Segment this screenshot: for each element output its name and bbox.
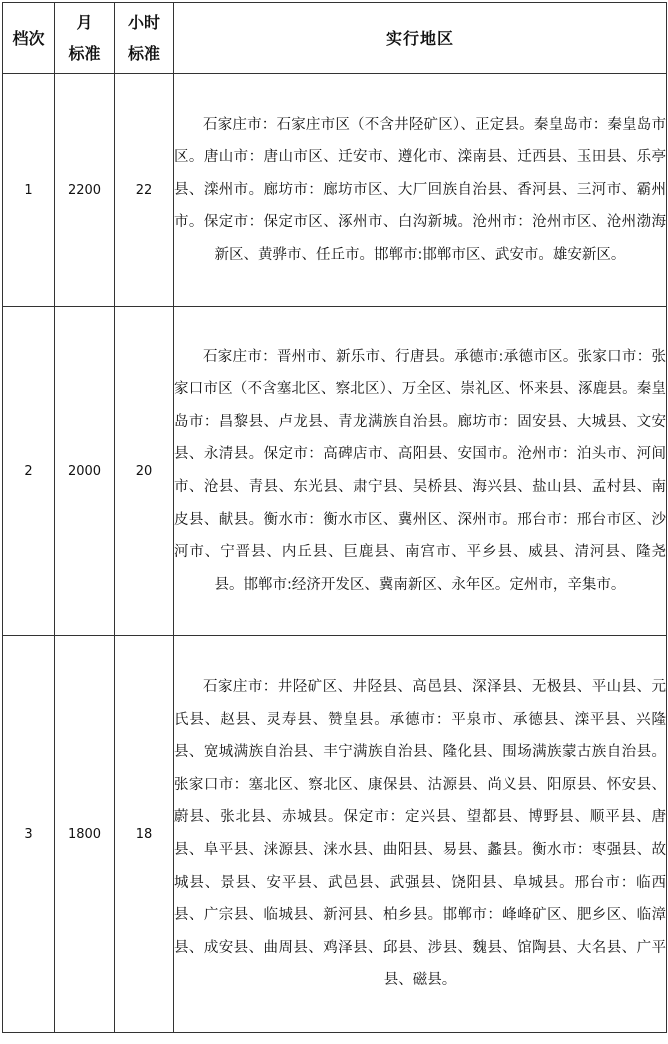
region-cell: 石家庄市：井陉矿区、井陉县、高邑县、深泽县、无极县、平山县、元氏县、赵县、灵寿县、赞皇县。承德市：平泉市、承德县、滦平县、兴隆县、宽城满族自治县、丰宁满族自治县、隆化县、围场满族蒙古族自治县。张家口市：塞北区、察北区、康保县、沽源县、尚义县、阳原县、怀安县、蔚县、张北县、赤城县。保定市：定兴县、望都县、博野县、顺平县、唐县、阜平县、涞源县、涞水县、曲阳县、易县、蠡县。衡水市：枣强县、故城县、景县、安平县、武邑县、武强县、饶阳县、阜城县。邢台市：临西县、广宗县、临城县、新河县、柏乡县。邯郸市：峰峰矿区、肥乡区、临漳县、成安县、曲周县、鸡泽县、邱县、涉县、魏县、馆陶县、大名县、广平县、磁县。	[174, 636, 667, 1033]
region-cell: 石家庄市：晋州市、新乐市、行唐县。承德市:承德市区。张家口市：张家口市区（不含塞北区、察北区）、万全区、崇礼区、怀来县、涿鹿县。秦皇岛市：昌黎县、卢龙县、青龙满族自治县。廊坊市：固安县、大城县、文安县、永清县。保定市：高碑店市、高阳县、安国市。沧州市：泊头市、河间市、沧县、青县、东光县、肃宁县、吴桥县、海兴县、盐山县、孟村县、南皮县、献县。衡水市：衡水市区、冀州区、深州市。邢台市：邢台市区、沙河市、宁晋县、内丘县、巨鹿县、南宫市、平乡县、威县、清河县、隆尧县。邯郸市:经济开发区、冀南新区、永年区。定州市，辛集市。	[174, 307, 667, 636]
header-monthly	[55, 3, 115, 74]
level-cell: 3	[3, 636, 55, 1033]
hourly-cell: 18	[115, 636, 174, 1033]
header-monthly-line2: 标准	[68, 44, 101, 63]
header-hourly-line1: 小时	[127, 13, 160, 32]
minimum-wage-table	[2, 2, 667, 1033]
header-hourly	[115, 3, 174, 74]
level-cell: 2	[3, 307, 55, 636]
region-cell: 石家庄市：石家庄市区（不含井陉矿区）、正定县。秦皇岛市：秦皇岛市区。唐山市：唐山市区、迁安市、遵化市、滦南县、迁西县、玉田县、乐亭县、滦州市。廊坊市：廊坊市区、大厂回族自治县、香河县、三河市、霸州市。保定市：保定市区、涿州市、白沟新城。沧州市：沧州市区、沧州渤海新区、黄骅市、任丘市。邯郸市:邯郸市区、武安市。雄安新区。	[174, 74, 667, 307]
table-row	[3, 307, 667, 636]
header-region: 实行地区	[174, 3, 667, 74]
hourly-cell: 20	[115, 307, 174, 636]
level-cell: 1	[3, 74, 55, 307]
table-row	[3, 74, 667, 307]
monthly-cell: 2200	[55, 74, 115, 307]
monthly-cell: 2000	[55, 307, 115, 636]
header-hourly-line2: 标准	[127, 44, 160, 63]
hourly-cell: 22	[115, 74, 174, 307]
header-level: 档次	[3, 3, 55, 74]
header-row	[3, 3, 667, 74]
header-monthly-line1: 月	[76, 13, 93, 32]
table-row	[3, 636, 667, 1033]
monthly-cell: 1800	[55, 636, 115, 1033]
